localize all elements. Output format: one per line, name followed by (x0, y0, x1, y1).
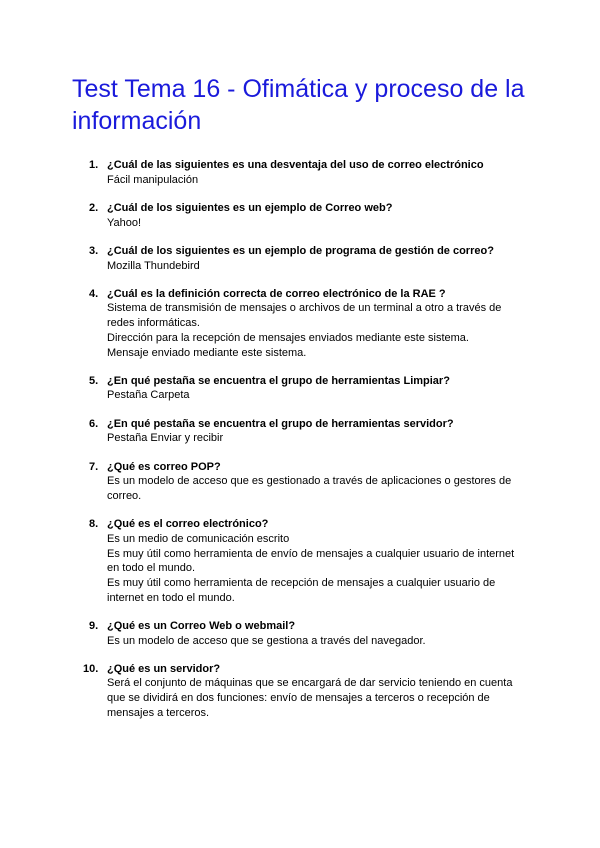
question-text: ¿Qué es correo POP? (107, 460, 221, 473)
answer-text: Pestaña Carpeta (107, 389, 190, 402)
question-item (0, 201, 600, 230)
question-item (0, 460, 600, 504)
answer-text: Es un medio de comunicación escrito (107, 532, 290, 545)
question-text: ¿Qué es un servidor? (107, 662, 221, 675)
answer-text: Mensaje enviado mediante este sistema. (107, 346, 307, 359)
question-number: 9. (89, 619, 99, 632)
question-text: ¿Qué es un Correo Web o webmail? (107, 619, 296, 632)
question-number: 10. (83, 662, 99, 675)
question-text: ¿Cuál es la definición correcta de correo electrónico de la RAE ? (107, 287, 446, 300)
answer-text: Es un modelo de acceso que se gestiona a través del navegador. (107, 634, 426, 647)
question-number: 6. (89, 417, 99, 430)
answer-text: Pestaña Enviar y recibir (107, 432, 224, 445)
answer-text: Sistema de transmisión de mensajes o archivos de un terminal a otro a través de redes informáticas. (107, 302, 502, 330)
question-number: 7. (89, 460, 99, 473)
question-item (0, 619, 600, 648)
answer-text: Será el conjunto de máquinas que se encargará de dar servicio teniendo en cuenta que se dividirá en dos funciones: envío de mensajes a terceros o recepción de mensajes a terceros. (107, 677, 513, 719)
question-text: ¿Cuál de las siguientes es una desventaja del uso de correo electrónico (107, 159, 484, 171)
answer-text: Mozilla Thundebird (107, 259, 200, 272)
question-item (0, 517, 600, 605)
question-number: 3. (89, 244, 99, 257)
answer-text: Dirección para la recepción de mensajes enviados mediante este sistema. (107, 331, 469, 344)
question-number: 4. (89, 287, 99, 300)
answer-text: Yahoo! (107, 216, 142, 229)
question-text: ¿Cuál de los siguientes es un ejemplo de Correo web? (107, 201, 393, 214)
answer-text: Fácil manipulación (107, 173, 199, 186)
answer-text: Es muy útil como herramienta de envío de mensajes a cualquier usuario de internet en todo el mundo. (107, 547, 515, 575)
question-item (0, 244, 600, 273)
question-number: 5. (89, 374, 99, 387)
question-number: 8. (89, 518, 99, 531)
question-item (0, 374, 600, 403)
question-list (0, 158, 600, 734)
question-text: ¿En qué pestaña se encuentra el grupo de herramientas Limpiar? (107, 374, 450, 387)
question-text: ¿En qué pestaña se encuentra el grupo de herramientas servidor? (107, 417, 454, 430)
answer-text: Es un modelo de acceso que es gestionado a través de aplicaciones o gestores de correo. (107, 475, 512, 502)
question-item (0, 158, 600, 187)
question-text: ¿Cuál de los siguientes es un ejemplo de programa de gestión de correo? (107, 244, 494, 257)
question-text: ¿Qué es el correo electrónico? (107, 518, 269, 531)
question-number: 2. (89, 201, 99, 214)
question-item (0, 662, 600, 721)
page-title: Test Tema 16 - Ofimática y proceso de la información (72, 75, 525, 135)
question-number: 1. (89, 159, 99, 171)
question-item (0, 417, 600, 446)
answer-text: Es muy útil como herramienta de recepción de mensajes a cualquier usuario de internet en todo el mundo. (107, 576, 496, 604)
question-item (0, 287, 600, 361)
